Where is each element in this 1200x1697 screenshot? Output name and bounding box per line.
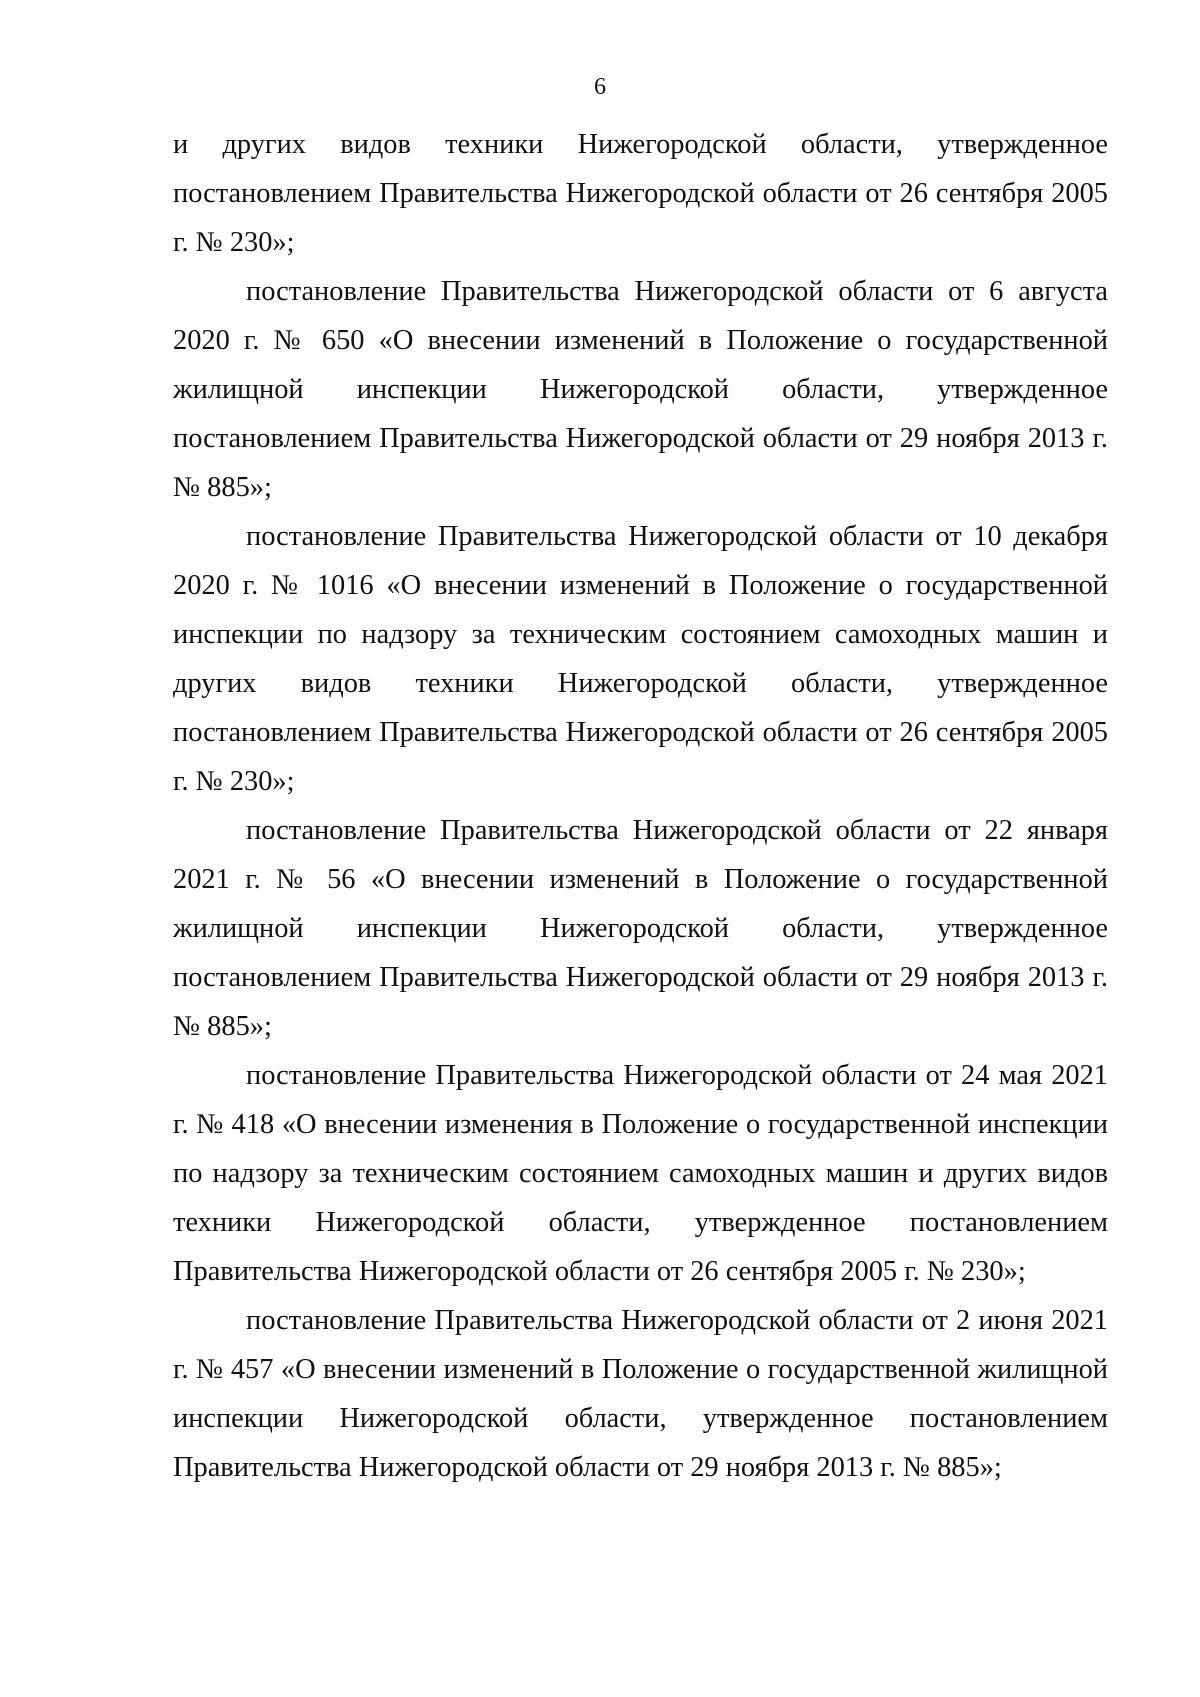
paragraph-continued: и других видов техники Нижегородской области, утвержденное постановлением Правительства Нижегородской области от 26 сентября 2005 г. № 230»; bbox=[173, 129, 1108, 258]
paragraph: постановление Правительства Нижегородской области от 22 января 2021 г. № 56 «О внесении изменений в Положение о государственной жилищной инспекции Нижегородской области, утвержденное постановлением Правительства Нижегородской области от 29 ноября 2013 г. № 885»; bbox=[173, 815, 1108, 1042]
paragraph: постановление Правительства Нижегородской области от 10 декабря 2020 г. № 1016 «О внесении изменений в Положение о государственной инспекции по надзору за техническим состоянием самоходных машин и других видов техники Нижегородской области, утвержденное постановлением Правительства Нижегородской области от 26 сентября 2005 г. № 230»; bbox=[173, 521, 1108, 797]
paragraph: постановление Правительства Нижегородской области от 2 июня 2021 г. № 457 «О внесении изменений в Положение о государственной жилищной инспекции Нижегородской области, утвержденное постановлением Правительства Нижегородской области от 29 ноября 2013 г. № 885»; bbox=[173, 1305, 1108, 1483]
paragraph: постановление Правительства Нижегородской области от 6 августа 2020 г. № 650 «О внесении изменений в Положение о государственной жилищной инспекции Нижегородской области, утвержденное постановлением Правительства Нижегородской области от 29 ноября 2013 г. № 885»; bbox=[173, 276, 1108, 503]
document-body bbox=[173, 120, 1108, 1492]
page-number: 6 bbox=[594, 74, 606, 100]
paragraph: постановление Правительства Нижегородской области от 24 мая 2021 г. № 418 «О внесении изменения в Положение о государственной инспекции по надзору за техническим состоянием самоходных машин и других видов техники Нижегородской области, утвержденное постановлением Правительства Нижегородской области от 26 сентября 2005 г. № 230»; bbox=[173, 1060, 1108, 1287]
